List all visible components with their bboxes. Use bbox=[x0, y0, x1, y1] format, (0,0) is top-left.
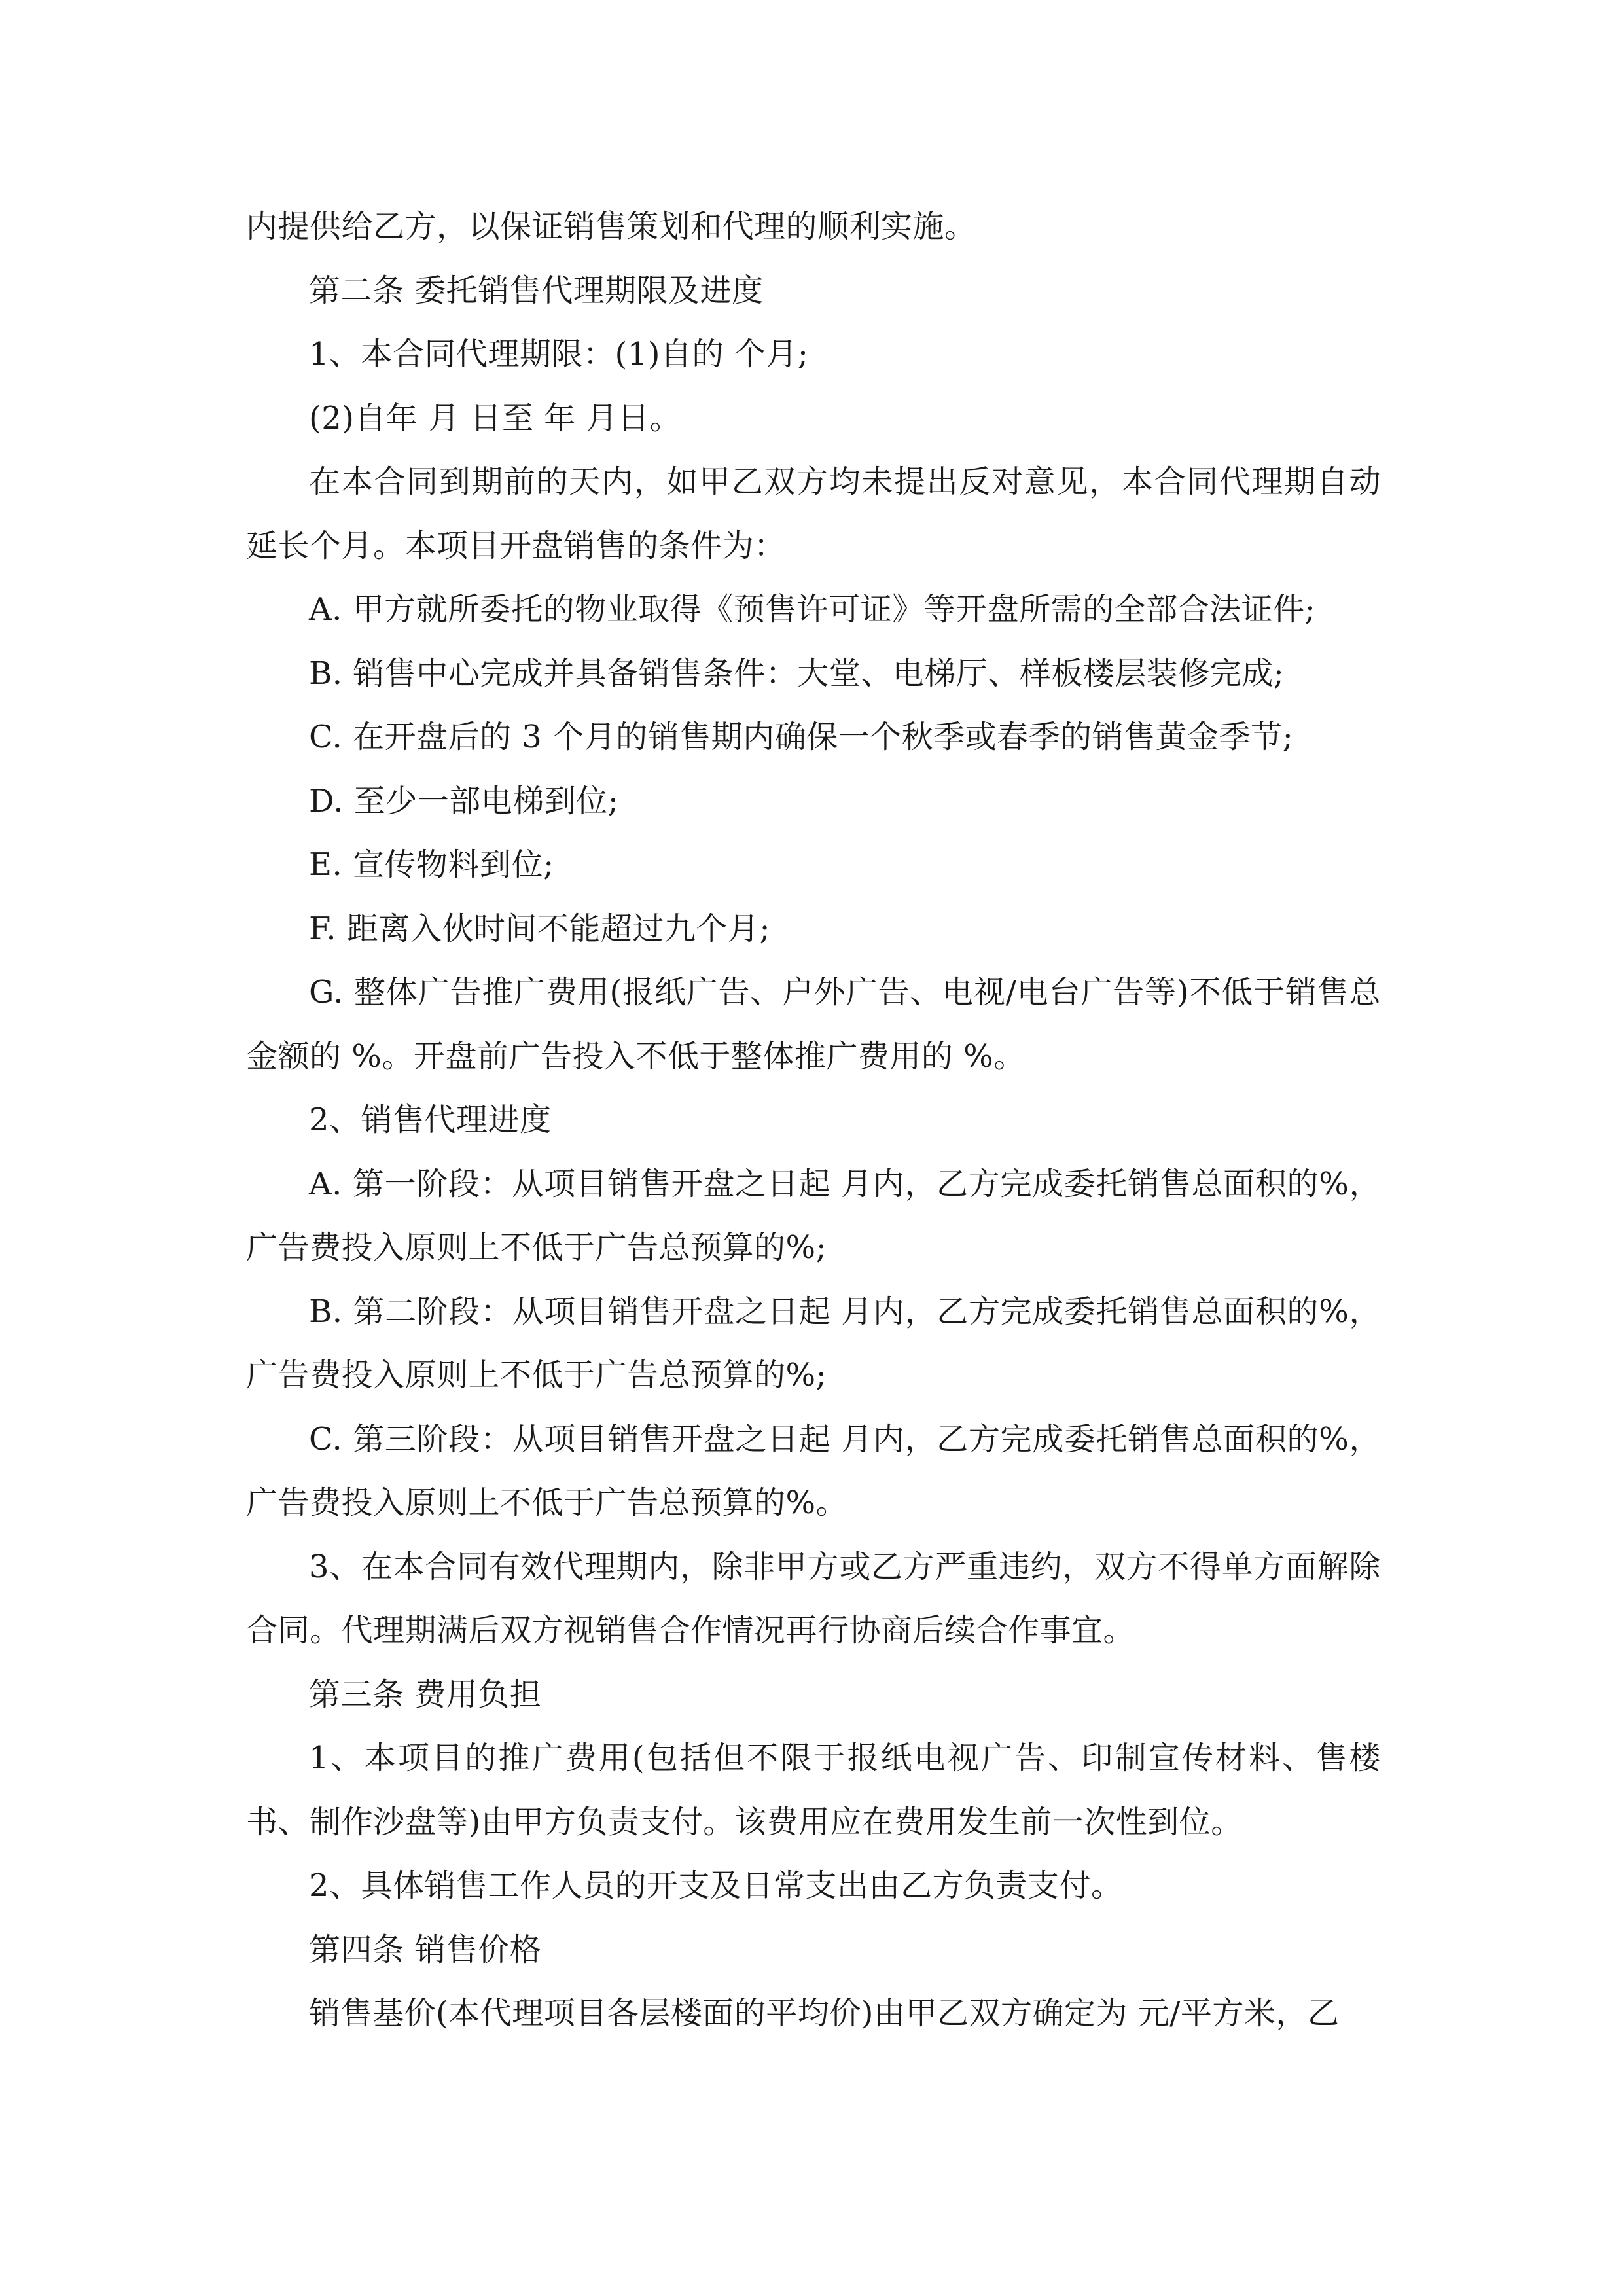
condition-f: F. 距离入伙时间不能超过九个月; bbox=[309, 910, 771, 947]
contract-text-body bbox=[246, 195, 1381, 2046]
article-3-heading: 第三条 费用负担 bbox=[309, 1676, 542, 1713]
term-clause-1: 1、本合同代理期限：(1)自的 个月; bbox=[309, 336, 809, 372]
termination-clause: 3、在本合同有效代理期内，除非甲方或乙方严重违约，双方不得单方面解除合同。代理期满后双方视销售合作情况再行协商后续合作事宜。 bbox=[246, 1548, 1381, 1649]
auto-extension-paragraph: 在本合同到期前的天内，如甲乙双方均未提出反对意见，本合同代理期自动延长个月。本项目开盘销售的条件为： bbox=[246, 463, 1381, 564]
promotion-cost-clause: 1、本项目的推广费用(包括但不限于报纸电视广告、印制宣传材料、售楼书、制作沙盘等)由甲方负责支付。该费用应在费用发生前一次性到位。 bbox=[246, 1740, 1381, 1840]
condition-a: A. 甲方就所委托的物业取得《预售许可证》等开盘所需的全部合法证件; bbox=[309, 591, 1316, 628]
condition-c: C. 在开盘后的 3 个月的销售期内确保一个秋季或春季的销售黄金季节; bbox=[309, 719, 1294, 755]
condition-e: E. 宣传物料到位; bbox=[309, 846, 554, 883]
progress-stage-c: C. 第三阶段：从项目销售开盘之日起 月内，乙方完成委托销售总面积的%，广告费投入原则上不低于广告总预算的%。 bbox=[246, 1420, 1381, 1521]
paragraph-continuation: 内提供给乙方，以保证销售策划和代理的顺利实施。 bbox=[246, 208, 976, 245]
condition-d: D. 至少一部电梯到位; bbox=[309, 782, 619, 819]
condition-b: B. 销售中心完成并具备销售条件：大堂、电梯厅、样板楼层装修完成; bbox=[309, 655, 1285, 692]
progress-stage-a: A. 第一阶段：从项目销售开盘之日起 月内，乙方完成委托销售总面积的%，广告费投入原则上不低于广告总预算的%; bbox=[246, 1165, 1381, 1266]
staff-cost-clause: 2、具体销售工作人员的开支及日常支出由乙方负责支付。 bbox=[309, 1867, 1123, 1904]
progress-stage-b: B. 第二阶段：从项目销售开盘之日起 月内，乙方完成委托销售总面积的%，广告费投入原则上不低于广告总预算的%; bbox=[246, 1293, 1381, 1393]
article-4-heading: 第四条 销售价格 bbox=[309, 1931, 542, 1968]
term-clause-1-2: (2)自年 月 日至 年 月日。 bbox=[309, 399, 682, 437]
condition-g: G. 整体广告推广费用(报纸广告、户外广告、电视/电台广告等)不低于销售总金额的 %。开盘前广告投入不低于整体推广费用的 %。 bbox=[246, 974, 1381, 1075]
progress-heading: 2、销售代理进度 bbox=[309, 1102, 552, 1138]
article-2-heading: 第二条 委托销售代理期限及进度 bbox=[309, 272, 764, 309]
base-price-clause: 销售基价(本代理项目各层楼面的平均价)由甲乙双方确定为 元/平方米，乙 bbox=[309, 1995, 1340, 2032]
